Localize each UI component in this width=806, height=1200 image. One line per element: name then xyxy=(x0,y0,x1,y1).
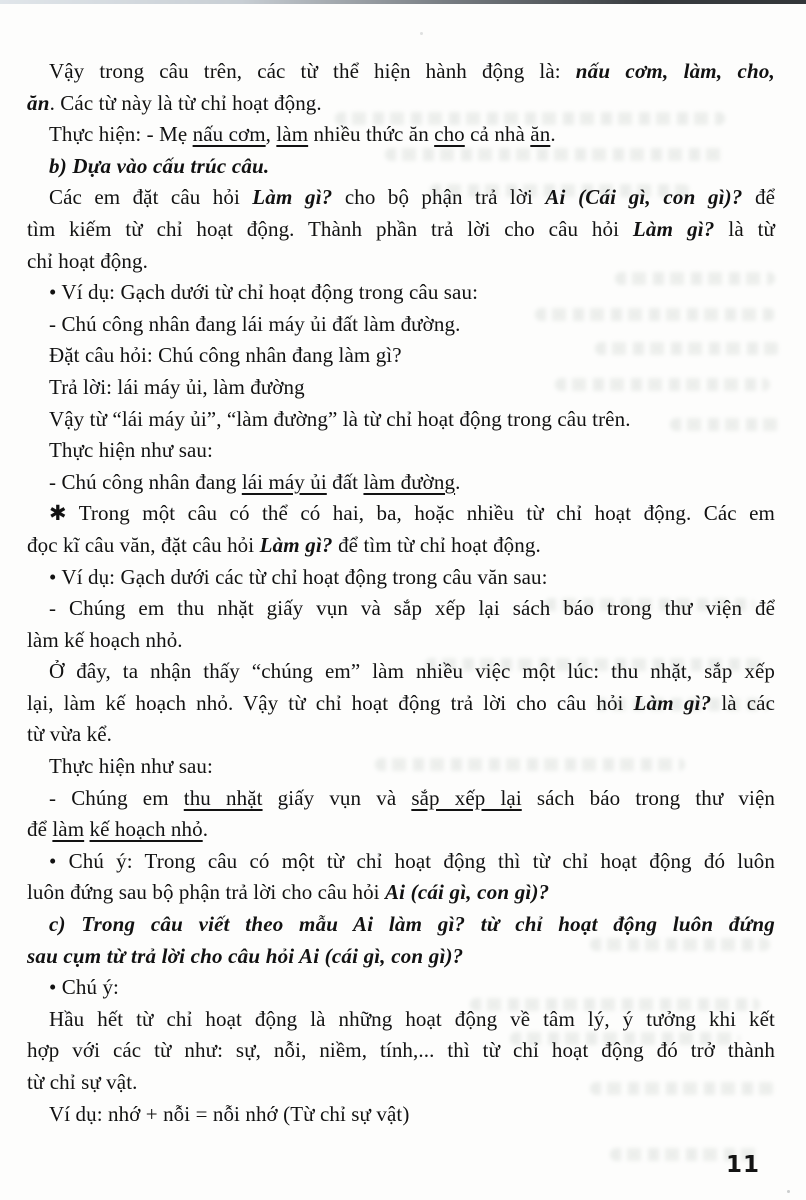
text-line: Thực hiện như sau: xyxy=(49,438,213,463)
text-line: • Chú ý: Trong câu có một từ chỉ hoạt động thì từ chỉ hoạt động đó luôn xyxy=(49,848,775,873)
text-line: làm kế hoạch nhỏ. xyxy=(27,627,183,652)
text-line: từ chỉ sự vật. xyxy=(27,1070,138,1094)
text-line: c) Trong câu viết theo mẫu Ai làm gì? từ chỉ hoạt động luôn đứng xyxy=(49,912,775,937)
text-line: hợp với các từ như: sự, nỗi, niềm, tính,... thì từ chỉ hoạt động đó trở thành xyxy=(27,1038,775,1063)
text-line: Đặt câu hỏi: Chú công nhân đang làm gì? xyxy=(49,343,402,368)
text-line: • Ví dụ: Gạch dưới các từ chỉ hoạt động trong câu văn sau: xyxy=(49,564,548,589)
text-line: luôn đứng sau bộ phận trả lời cho câu hỏi Ai (cái gì, con gì)? xyxy=(27,880,550,905)
text-line: - Chú công nhân đang lái máy ủi đất làm đường. xyxy=(49,311,461,336)
text-line: - Chú công nhân đang lái máy ủi đất làm đường. xyxy=(49,469,461,494)
text-line: Hầu hết từ chỉ hoạt động là những hoạt động về tâm lý, ý tưởng khi kết xyxy=(49,1006,775,1031)
text-line: Ở đây, ta nhận thấy “chúng em” làm nhiều việc một lúc: thu nhặt, sắp xếp xyxy=(49,659,775,684)
text-line: chỉ hoạt động. xyxy=(27,248,148,273)
text-line: - Chúng em thu nhặt giấy vụn và sắp xếp lại sách báo trong thư viện để xyxy=(49,596,775,621)
text-line: • Chú ý: xyxy=(49,975,119,1000)
text-line: Vậy trong câu trên, các từ thể hiện hành động là: nấu cơm, làm, cho, xyxy=(49,59,775,83)
text-line: lại, làm kế hoạch nhỏ. Vậy từ chỉ hoạt động trả lời cho câu hỏi Làm gì? là các xyxy=(27,690,775,715)
text-line: tìm kiếm từ chỉ hoạt động. Thành phần trả lời cho câu hỏi Làm gì? là từ xyxy=(27,216,775,241)
text-line: để làm kế hoạch nhỏ. xyxy=(27,817,209,842)
text-line: Thực hiện như sau: xyxy=(49,754,213,779)
text-line: Vậy từ “lái máy ủi”, “làm đường” là từ chỉ hoạt động trong câu trên. xyxy=(49,406,631,431)
text-line: Trả lời: lái máy ủi, làm đường xyxy=(49,374,305,399)
text-line: - Chúng em thu nhặt giấy vụn và sắp xếp lại sách báo trong thư viện xyxy=(49,785,775,810)
text-line: ăn. Các từ này là từ chỉ hoạt động. xyxy=(27,90,322,115)
text-line: ✱ Trong một câu có thể có hai, ba, hoặc nhiều từ chỉ hoạt động. Các em xyxy=(49,501,775,526)
scan-speck xyxy=(420,32,423,35)
text-line: đọc kĩ câu văn, đặt câu hỏi Làm gì? để tìm từ chỉ hoạt động. xyxy=(27,532,541,557)
text-line: từ vừa kể. xyxy=(27,722,112,747)
text-line: Thực hiện: - Mẹ nấu cơm, làm nhiều thức ăn cho cả nhà ăn. xyxy=(49,122,556,147)
text-line: Các em đặt câu hỏi Làm gì? cho bộ phận trả lời Ai (Cái gì, con gì)? để xyxy=(49,185,775,210)
text-line: Ví dụ: nhớ + nỗi = nỗi nhớ (Từ chỉ sự vật) xyxy=(49,1101,410,1126)
text-line: sau cụm từ trả lời cho câu hỏi Ai (cái gì, con gì)? xyxy=(27,943,464,968)
document-text xyxy=(27,56,775,1130)
page-number: 11 xyxy=(725,1152,760,1178)
text-line: b) Dựa vào cấu trúc câu. xyxy=(49,153,270,178)
scan-speck xyxy=(787,1190,790,1193)
text-line: • Ví dụ: Gạch dưới từ chỉ hoạt động trong câu sau: xyxy=(49,280,479,305)
scan-edge xyxy=(0,0,806,4)
